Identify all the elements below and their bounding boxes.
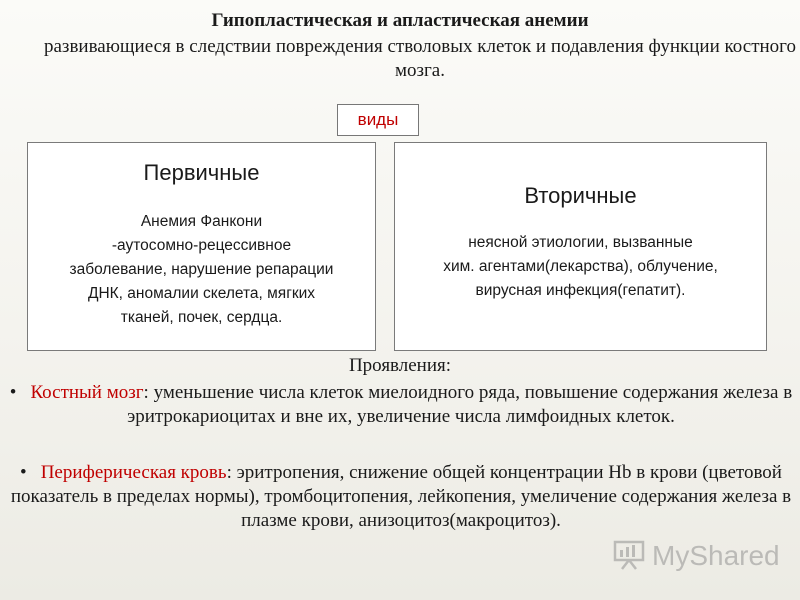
manifestation-peripheral-blood bbox=[8, 461, 794, 533]
primary-line: Анемия Фанкони bbox=[140, 213, 263, 230]
kinds-label-box: виды bbox=[337, 104, 419, 136]
secondary-description bbox=[395, 231, 766, 303]
bullet-term: Костный мозг bbox=[30, 382, 144, 403]
primary-types-box bbox=[27, 142, 376, 351]
primary-line: заболевание, нарушение репарации bbox=[69, 261, 334, 278]
manifestations-heading: Проявления: bbox=[348, 355, 452, 376]
secondary-types-box bbox=[394, 142, 767, 351]
primary-line: -аутосомно-рецессивное bbox=[111, 237, 292, 254]
slide-subtitle: развивающиеся в следствии повреждения стволовых клеток и подавления функции костного мозга. bbox=[44, 36, 796, 81]
secondary-heading: Вторичные bbox=[524, 183, 637, 208]
secondary-line: вирусная инфекция(гепатит). bbox=[475, 282, 686, 299]
bullet-icon: • bbox=[20, 462, 27, 483]
bullet-term: Периферическая кровь bbox=[40, 462, 227, 483]
bullet-icon: • bbox=[9, 382, 17, 403]
watermark-text: MyShared bbox=[652, 540, 780, 571]
primary-line: тканей, почек, сердца. bbox=[120, 309, 283, 326]
secondary-line: хим. агентами(лекарства), облучение, bbox=[443, 258, 718, 275]
primary-heading: Первичные bbox=[143, 160, 260, 185]
bullet-text: : уменьшение числа клеток миелоидного ряда, повышение содержания железа в эритрокариоцитах и вне их, увеличение числа лимфоидных клеток. bbox=[127, 382, 793, 427]
manifestation-bone-marrow bbox=[8, 381, 794, 429]
secondary-line: неясной этиологии, вызванные bbox=[468, 234, 693, 251]
bullet-text: : эритропения, снижение общей концентрации Нb в крови (цветовой показатель в пределах нормы), тромбоцитопения, лейкопения, умеличение содержания железа в плазме крови, анизоцитоз(макроцитоз). bbox=[10, 462, 792, 531]
watermark-logo bbox=[612, 538, 780, 574]
primary-description bbox=[28, 210, 375, 330]
primary-line: ДНК, аномалии скелета, мягких bbox=[87, 285, 316, 302]
presentation-board-icon bbox=[612, 537, 646, 576]
slide-title: Гипопластическая и апластическая анемии bbox=[211, 10, 589, 31]
